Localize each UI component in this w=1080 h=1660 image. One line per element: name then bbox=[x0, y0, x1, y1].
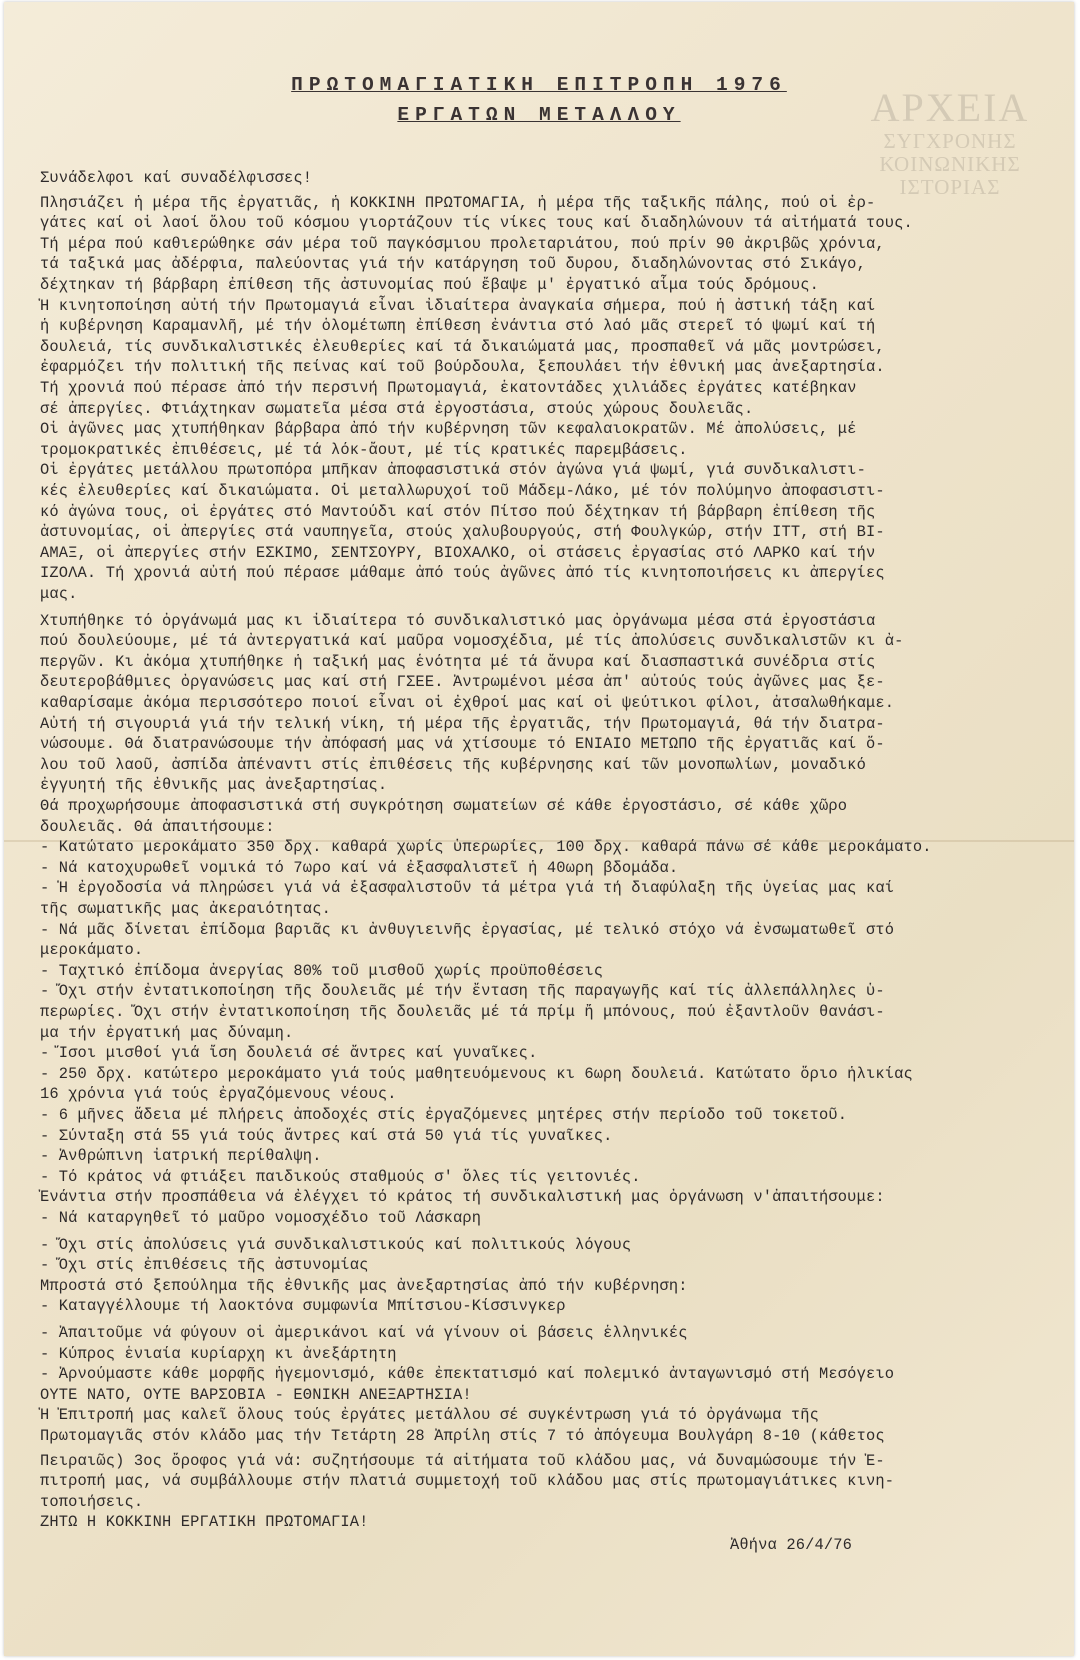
body-line: - Ἴσοι μισθοί γιά ἴση δουλειά σέ ἄντρες καί γυναῖκες. bbox=[40, 1044, 538, 1063]
body-line: - Νά κατοχυρωθεῖ νομικά τό 7ωρο καί νά ἐξασφαλιστεῖ ἡ 40ωρη βδομάδα. bbox=[40, 858, 679, 877]
body-line: πιτροπή μας, νά συμβάλλουμε στήν πλατιά συμμετοχή τοῦ κλάδου μας στίς πρωτομαγιάτικες κινη- bbox=[40, 1472, 895, 1491]
body-line: Ἐνάντια στήν προσπάθεια νά ἐλέγχει τό κράτος τή συνδικαλιστική μας ὀργάνωση ν'ἀπαιτήσουμε: bbox=[40, 1188, 885, 1207]
body-line: Θά προχωρήσουμε ἀποφασιστικά στή συγκρότηση σωματείων σέ κάθε ἐργοστάσιο, σέ κάθε χῶρο bbox=[40, 797, 848, 815]
body-line: Πειραιῶς) 3ος ὄροφος γιά νά: συζητήσουμε τά αἰτήματα τοῦ κλάδου μας, νά δυναμώσουμε τήν Ἐ- bbox=[40, 1451, 885, 1470]
body-line: - Ὄχι στίς ἐπιθέσεις τῆς ἀστυνομίας bbox=[40, 1256, 369, 1275]
body-line: περωρίες. Ὄχι στήν ἐντατικοποίηση τῆς δουλειᾶς μέ τά πρίμ ἤ μπόνους, πού ἐξαντλοῦν θανάσι- bbox=[40, 1003, 885, 1021]
body-line: μα τήν ἐργατική μας δύναμη. bbox=[40, 1023, 294, 1042]
body-line: δέχτηκαν τή βάρβαρη ἐπίθεση τῆς ἀστυνομίας πού ἔβαψε μ' ἐργατικό αἷμα τούς δρόμους. bbox=[40, 276, 820, 294]
body-line: ΑΜΑΞ, οἱ ἀπεργίες στήν ΕΣΚΙΜΟ, ΣΕΝΤΣΟΥΡΥ, ΒΙΟΧΑΛΚΟ, οἱ στάσεις ἐργασίας στό ΛΑΡΚΟ καί τήν bbox=[40, 543, 876, 562]
body-line: - Σύνταξη στά 55 γιά τούς ἄντρες καί στά 50 γιά τίς γυναῖκες. bbox=[40, 1126, 613, 1145]
body-line: - Ἀπαιτοῦμε νά φύγουν οἱ ἀμερικάνοι καί νά γίνουν οἱ βάσεις ἑλληνικές bbox=[40, 1324, 688, 1342]
body-line: μας. bbox=[40, 585, 78, 603]
body-line: ἀστυνομίας, οἱ ἀπεργίες στά ναυπηγεῖα, στούς χαλυβουργούς, στή Φουλγκώρ, στήν ΙΤΤ, στή ΒΙ- bbox=[40, 523, 885, 542]
stamp-line-1: ΑΡΧΕΙΑ bbox=[870, 85, 1030, 130]
body-line: - Τό κράτος νά φτιάξει παιδικούς σταθμούς σ' ὅλες τίς γειτονιές. bbox=[40, 1167, 641, 1186]
body-line: - Ἀνθρώπινη ἰατρική περίθαλψη. bbox=[40, 1147, 322, 1166]
body-line: 16 χρόνια γιά τούς ἐργαζόμενους νέους. bbox=[40, 1085, 397, 1104]
body-line: Ἡ κινητοποίηση αὐτή τήν Πρωτομαγιά εἶναι ἰδιαίτερα ἀναγκαία σήμερα, πού ἡ ἀστική τάξη καί bbox=[40, 296, 876, 315]
stamp-line-2: ΣΥΓΧΡΟΝΗΣ bbox=[883, 129, 1017, 153]
body-line: - Ἡ ἐργοδοσία νά πληρώσει γιά νά ἐξασφαλιστοῦν τά μέτρα γιά τή διαφύλαξη τῆς ὑγείας μας καί bbox=[40, 879, 895, 898]
body-line: Τή χρονιά πού πέρασε ἀπό τήν περσινή Πρωτομαγιά, ἑκατοντάδες χιλιάδες ἐργάτες κατέβηκαν bbox=[40, 379, 857, 397]
stamp-line-3: ΚΟΙΝΩΝΙΚΗΣ bbox=[879, 152, 1021, 176]
body-line: μεροκάματο. bbox=[40, 941, 144, 960]
body-line: περγῶν. Κι ἀκόμα χτυπήθηκε ἡ ταξική μας ἑνότητα μέ τά ἄνυρα καί διασπαστικά συνέδρια στίς bbox=[40, 652, 876, 671]
body-line: - Νά καταργηθεῖ τό μαῦρο νομοσχέδιο τοῦ Λάσκαρη bbox=[40, 1209, 482, 1227]
body-line: Συνάδελφοι καί συναδέλφισσες! bbox=[40, 169, 313, 187]
body-line: ἐγγυητή τῆς ἐθνικῆς μας ἀνεξαρτησίας. bbox=[40, 776, 388, 795]
body-line: τῆς σωματικῆς μας ἀκεραιότητας. bbox=[40, 900, 331, 918]
document-title: ΠΡΩΤΟΜΑΓΙΑΤΙΚΗ ΕΠΙΤΡΟΠΗ 1976 bbox=[291, 74, 787, 96]
body-line: καθαρίσαμε ἀκόμα περισσότερο ποιοί εἶναι οἱ ἐχθροί μας καί οἱ ψεύτικοι φίλοι, ἀτσαλωθήκαμε. bbox=[40, 694, 895, 712]
body-line: κό ἀγώνα τους, οἱ ἐργάτες στό Μαντούδι καί στόν Πίτσο πού δέχτηκαν τή βάρβαρη ἐπίθεση τῆς bbox=[40, 502, 876, 521]
body-line: ΙΖΟΛΑ. Τή χρονιά αὐτή πού πέρασε μάθαμε ἀπό τούς ἀγῶνες ἀπό τίς κινητοποιήσεις κι ἀπεργίες bbox=[40, 564, 885, 583]
body-line: - 250 δρχ. κατώτερο μεροκάματο γιά τούς μαθητευόμενους κι 6ωρη δουλειά. Κατώτατο ὅριο ἡλικίας bbox=[40, 1064, 913, 1083]
body-line: Πρωτομαγιᾶς στόν κλάδο μας τήν Τετάρτη 28 Ἀπρίλη στίς 7 τό ἀπόγευμα Βουλγάρη 8-10 (κάθετος bbox=[40, 1427, 885, 1445]
body-line: ΟΥΤΕ ΝΑΤΟ, ΟΥΤΕ ΒΑΡΣΟΒΙΑ - ΕΘΝΙΚΗ ΑΝΕΞΑΡΤΗΣΙΑ! bbox=[40, 1385, 472, 1404]
body-line: Χτυπήθηκε τό ὀργάνωμά μας κι ἰδιαίτερα τό συνδικαλιστικό μας ὀργάνωμα μέσα στά ἐργοστάσια bbox=[40, 611, 876, 630]
body-line: δευτεροβάθμιες ὀργανώσεις μας καί στή ΓΣΕΕ. Ἀντρωμένοι μέσα ἀπ' αὐτούς τούς ἀγῶνες μας ξε- bbox=[40, 673, 885, 692]
document-subtitle: ΕΡΓΑΤΩΝ ΜΕΤΑΛΛΟΥ bbox=[397, 104, 681, 126]
body-line: τά ταξικά μας ἀδέρφια, παλεύοντας γιά τήν κατάργηση τοῦ δυρου, διαδηλώνοντας στό Σικάγο, bbox=[40, 255, 866, 274]
body-line: - 6 μῆνες ἄδεια μέ πλήρεις ἀποδοχές στίς ἐργαζόμενες μητέρες στήν περίοδο τοῦ τοκετοῦ. bbox=[40, 1106, 848, 1124]
body-line: - Ταχτικό ἐπίδομα ἀνεργίας 80% τοῦ μισθοῦ χωρίς προϋποθέσεις bbox=[40, 961, 604, 980]
body-line: - Ἀρνούμαστε κάθε μορφῆς ἡγεμονισμό, κάθε ἐπεκτατισμό καί πολεμικό ἀνταγωνισμό στή Μεσόγειο bbox=[40, 1365, 895, 1384]
body-line: Οἱ ἐργάτες μετάλλου πρωτοπόρα μπῆκαν ἀποφασιστικά στόν ἀγώνα γιά ψωμί, γιά συνδικαλιστι- bbox=[40, 461, 866, 480]
body-line: - Νά μᾶς δίνεται ἐπίδομα βαριᾶς κι ἀνθυγιεινῆς ἐργασίας, μέ τελικό στόχο νά ἐνσωματωθεῖ στό bbox=[40, 920, 895, 939]
body-line: ΖΗΤΩ Η ΚΟΚΚΙΝΗ ΕΡΓΑΤΙΚΗ ΠΡΩΤΟΜΑΓΙΑ! bbox=[40, 1513, 369, 1532]
body-line: γάτες καί οἱ λαοί ὅλου τοῦ κόσμου γιορτάζουν τίς νίκες τους καί διαδηλώνουν τά αἰτήματά τους. bbox=[40, 214, 913, 233]
body-line: κές ἐλευθερίες καί δικαιώματα. Οἱ μεταλλωρυχοί τοῦ Μάδεμ-Λάκο, μέ τόν πολύμηνο ἀποφασιστι- bbox=[40, 482, 885, 500]
stamp-line-4: ΙΣΤΟΡΙΑΣ bbox=[899, 175, 1001, 199]
body-line: Αὐτή τή σιγουριά γιά τήν τελική νίκη, τή μέρα τῆς ἐργατιᾶς, τήν Πρωτομαγιά, θά τήν διατρα- bbox=[40, 714, 885, 733]
body-line: - Καταγγέλλουμε τή λαοκτόνα συμφωνία Μπίτσιου-Κίσσινγκερ bbox=[40, 1297, 566, 1316]
body-line: Τή μέρα πού καθιερώθηκε σάν μέρα τοῦ παγκόσμιου προλεταριάτου, πού πρίν 90 ἀκριβῶς χρόνια, bbox=[40, 234, 885, 253]
body-line: νώσουμε. Θά διατρανώσουμε τήν ἀπόφασή μας νά χτίσουμε τό ΕΝΙΑΙΟ ΜΕΤΩΠΟ τῆς ἐργατιᾶς καί ὅ- bbox=[40, 735, 885, 754]
body-line: ἡ κυβέρνηση Καραμανλῆ, μέ τήν ὁλομέτωπη ἐπίθεση ἐνάντια στό λαό μᾶς στερεῖ τό ψωμί καί τή bbox=[40, 317, 876, 336]
body-line: πού δουλεύουμε, μέ τά ἀντεργατικά καί μαῦρα νομοσχέδια, μέ τίς ἀπολύσεις συνδικαλιστῶν κι ἀ- bbox=[40, 632, 904, 651]
body-line: Μπροστά στό ξεπούλημα τῆς ἐθνικῆς μας ἀνεξαρτησίας ἀπό τήν κυβέρνηση: bbox=[40, 1276, 688, 1295]
body-line: ἐφαρμόζει τήν πολιτική τῆς πείνας καί τοῦ βούρδουλα, ξεπουλάει τήν ἐθνική μας ἀνεξαρτησία. bbox=[40, 358, 885, 377]
body-line: δουλειά, τίς συνδικαλιστικές ἐλευθερίες καί τά δικαιώματά μας, προσπαθεῖ νά μᾶς μοντρώσει, bbox=[40, 337, 885, 356]
place-date-signature: Ἀθήνα 26/4/76 bbox=[730, 1536, 853, 1554]
body-line: σέ ἀπεργίες. Φτιάχτηκαν σωματεῖα μέσα στά ἐργοστάσια, στούς χώρους δουλειᾶς. bbox=[40, 399, 754, 418]
body-line: τρομοκρατικές ἐπιθέσεις, μέ τά λόκ-ἄουτ, μέ τίς κρατικές παρεμβάσεις. bbox=[40, 440, 688, 459]
body-line: - Κατώτατο μεροκάματο 350 δρχ. καθαρά χωρίς ὑπερωρίες, 100 δρχ. καθαρά πάνω σέ κάθε μεροκάματο. bbox=[40, 838, 932, 857]
body-line: δουλειᾶς. Θά ἀπαιτήσουμε: bbox=[40, 817, 275, 836]
body-line: - Ὄχι στίς ἀπολύσεις γιά συνδικαλιστικούς καί πολιτικούς λόγους bbox=[40, 1235, 632, 1254]
body-line: - Κύπρος ἑνιαία κυρίαρχη κι ἀνεξάρτητη bbox=[40, 1344, 397, 1363]
body-line: Πλησιάζει ἡ μέρα τῆς ἐργατιᾶς, ἡ ΚΟΚΚΙΝΗ ΠΡΩΤΟΜΑΓΙΑ, ἡ μέρα τῆς ταξικῆς πάλης, πού οἱ ἐρ- bbox=[40, 193, 876, 212]
body-line: - Ὄχι στήν ἐντατικοποίηση τῆς δουλειᾶς μέ τήν ἔνταση τῆς παραγωγῆς καί τίς ἀλλεπάλληλες ὑ- bbox=[40, 982, 885, 1001]
body-line: λου τοῦ λαοῦ, ἀσπίδα ἀπέναντι στίς ἐπιθέσεις τῆς κυβέρνησης καί τῶν μονοπωλίων, μοναδικό bbox=[40, 755, 866, 774]
body-line: τοποιήσεις. bbox=[40, 1492, 144, 1511]
body-line: Οἱ ἀγῶνες μας χτυπήθηκαν βάρβαρα ἀπό τήν κυβέρνηση τῶν κεφαλαιοκρατῶν. Μέ ἀπολύσεις, μέ bbox=[40, 420, 857, 439]
paper-sheet bbox=[4, 2, 1074, 1656]
body-line: Ἡ Ἐπιτροπή μας καλεῖ ὅλους τούς ἐργάτες μετάλλου σέ συγκέντρωση γιά τό ὀργάνωμα τῆς bbox=[40, 1406, 820, 1425]
